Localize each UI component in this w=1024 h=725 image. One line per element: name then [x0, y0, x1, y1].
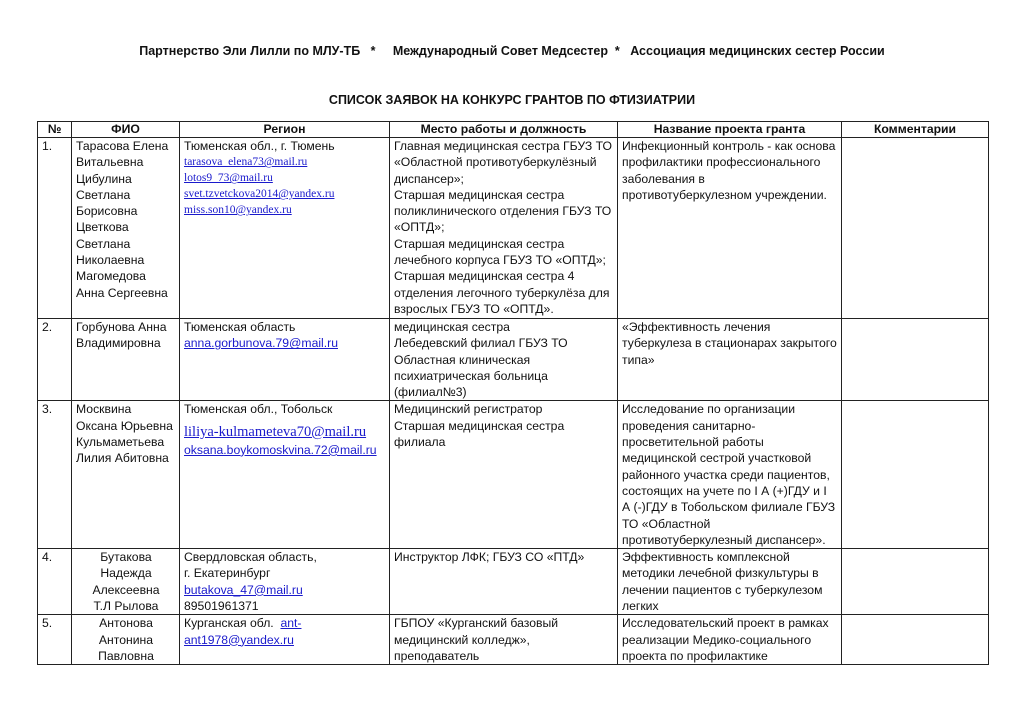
region-cell [180, 401, 390, 549]
applicant-names [72, 549, 180, 615]
table-row [38, 401, 989, 549]
project-cell [618, 319, 842, 401]
region-text: Тюменская область [184, 320, 296, 334]
project-text: Исследовательский проект в рамках реализации Медико-социального проекта по профилактике [622, 616, 829, 663]
column-header-region: Регион [180, 122, 390, 138]
applicant-names-text: Москвина Оксана Юрьевна Кульмаметьева Лилия Абитовна [76, 402, 173, 466]
project-text: Инфекционный контроль - как основа профилактики профессионального заболевания в противотуберкулезном учреждении. [622, 139, 836, 202]
comment-cell [842, 401, 989, 549]
region-text: Тюменская обл., г. Тюмень [184, 139, 335, 153]
table-row [38, 138, 989, 319]
region-cell [180, 615, 390, 665]
applicant-names [72, 138, 180, 319]
document-header: Партнерство Эли Лилли по МЛУ-ТБ * Международный Совет Медсестер * Ассоциация медицинских сестер России [139, 44, 885, 58]
comment-cell [842, 319, 989, 401]
region-text: Свердловская область, г. Екатеринбург [184, 550, 317, 581]
workplace-text: медицинская сестра Лебедевский филиал ГБУЗ ТО Областная клиническая психиатрическая больница (филиал№3) [394, 320, 568, 400]
email-link[interactable]: liliya-kulmameteva70@mail.ru [184, 423, 367, 440]
column-header-project: Название проекта гранта [618, 122, 842, 138]
project-cell [618, 401, 842, 549]
region-text: Курганская обл. [184, 616, 274, 631]
project-text: «Эффективность лечения туберкулеза в стационарах закрытого типа» [622, 320, 837, 367]
comment-cell [842, 138, 989, 319]
email-link[interactable]: svet.tzvetckova2014@yandex.ru [184, 188, 335, 201]
applicant-names-text: Антонова Антонина Павловна [98, 616, 154, 663]
workplace-cell [390, 549, 618, 615]
applicant-names-text: Горбунова Анна Владимировна [76, 320, 167, 351]
table-row [38, 615, 989, 665]
workplace-cell [390, 401, 618, 549]
comment-cell [842, 549, 989, 615]
email-link[interactable]: lotos9_73@mail.ru [184, 172, 273, 185]
region-cell [180, 138, 390, 319]
row-number: 4. [38, 549, 72, 615]
email-link[interactable]: butakova_47@mail.ru [184, 582, 303, 597]
region-cell [180, 319, 390, 401]
column-header-num: № [38, 122, 72, 138]
project-cell [618, 138, 842, 319]
workplace-text: Медицинский регистратор Старшая медицинская сестра филиала [394, 402, 565, 450]
email-link[interactable]: oksana.boykomoskvina.72@mail.ru [184, 442, 377, 457]
workplace-text: ГБПОУ «Курганский базовый медицинский колледж», преподаватель [394, 616, 559, 663]
region-cell [180, 549, 390, 615]
workplace-cell [390, 319, 618, 401]
project-cell [618, 549, 842, 615]
grants-table [37, 121, 989, 665]
column-header-comments: Комментарии [842, 122, 989, 138]
workplace-text: Инструктор ЛФК; ГБУЗ СО «ПТД» [394, 550, 585, 565]
column-header-fio: ФИО [72, 122, 180, 138]
table-row [38, 549, 989, 615]
row-number: 1. [38, 138, 72, 319]
applicant-names [72, 319, 180, 401]
applicant-names-text: Бутакова Надежда Алексеевна Т.Л Рылова [92, 550, 160, 614]
applicant-names [72, 615, 180, 665]
table-row [38, 319, 989, 401]
project-text: Эффективность комплексной методики лечебной физкультуры в лечении пациентов с туберкулезом легких [622, 550, 823, 614]
workplace-cell [390, 138, 618, 319]
row-number: 2. [38, 319, 72, 401]
row-number: 3. [38, 401, 72, 549]
document-title: СПИСОК ЗАЯВОК НА КОНКУРС ГРАНТОВ ПО ФТИЗИАТРИИ [328, 93, 696, 107]
email-link[interactable]: ant1978@yandex.ru [184, 632, 294, 647]
email-link[interactable]: tarasova_elena73@mail.ru [184, 156, 308, 169]
table-header-row [38, 122, 989, 138]
row-number: 5. [38, 615, 72, 665]
project-text: Исследование по организации проведения санитарно-просветительной работы медицинской сестрой участковой районного участка среди пациентов, состоящих на учете по I А (+)ГДУ и I А (-)ГДУ в Тобольском филиале ГБУЗ ТО «Областной противотуберкулезный диспансер». [622, 402, 836, 547]
project-cell [618, 615, 842, 665]
email-link[interactable]: anna.gorbunova.79@mail.ru [184, 336, 338, 351]
column-header-workplace: Место работы и должность [390, 122, 618, 138]
region-text: Тюменская обл., Тобольск [184, 402, 333, 417]
applicant-names [72, 401, 180, 549]
workplace-cell [390, 615, 618, 665]
email-link[interactable]: ant- [280, 616, 302, 631]
workplace-text: Главная медицинская сестра ГБУЗ ТО «Областной противотуберкулёзный диспансер»; Старшая медицинская сестра поликлинического отделения ГБУЗ ТО «ОПТД»; Старшая медицинская сестра лечебного корпуса ГБУЗ ТО «ОПТД»; Старшая медицинская сестра 4 отделения легочного туберкулёза для взрослых ГБУЗ ТО «ОПТД». [394, 139, 612, 316]
applicant-names-text: Тарасова Елена Витальевна Цибулина Светлана Борисовна Цветкова Светлана Николаевна Магомедова Анна Сергеевна [76, 139, 169, 300]
phone-number: 89501961371 [184, 599, 259, 614]
email-link[interactable]: miss.son10@yandex.ru [184, 204, 292, 217]
comment-cell [842, 615, 989, 665]
